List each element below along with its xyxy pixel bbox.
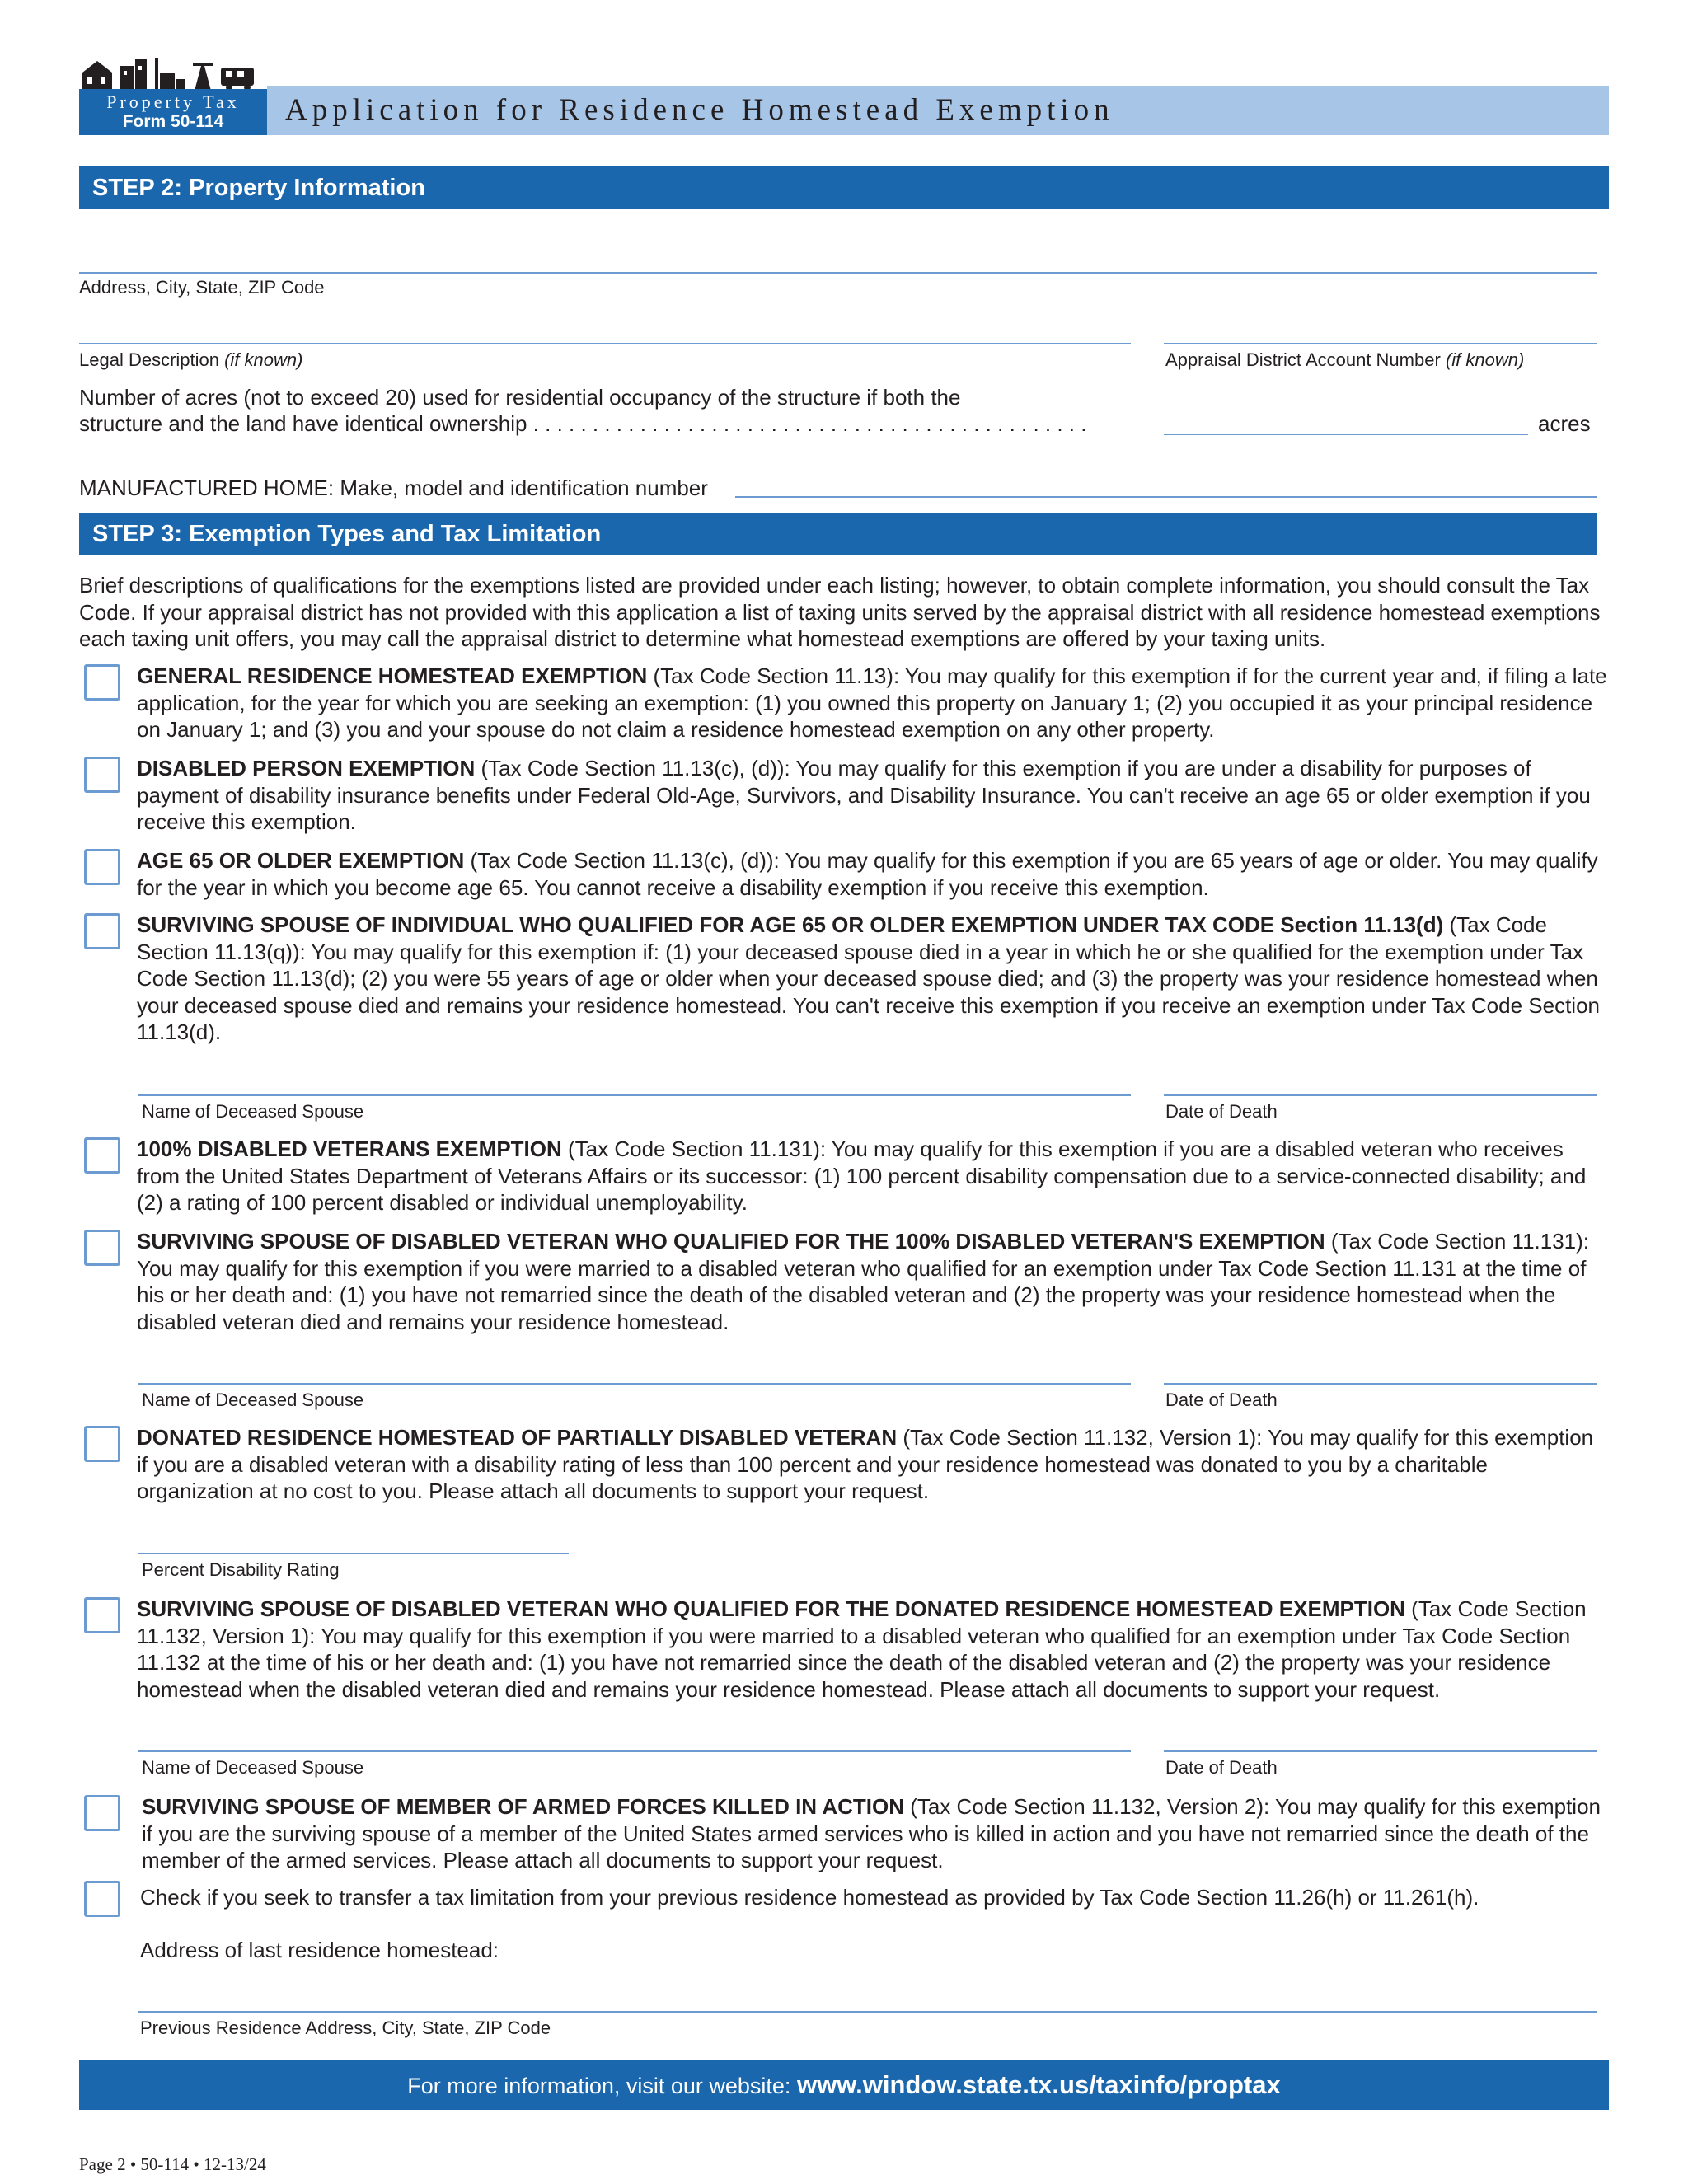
date-of-death-field-3[interactable]	[1164, 1750, 1597, 1752]
surviving-spouse-donated-checkbox[interactable]	[84, 1597, 120, 1633]
footer-info-text: For more information, visit our website:	[407, 2074, 797, 2098]
acres-unit: acres	[1538, 411, 1591, 436]
address-label: Address, City, State, ZIP Code	[79, 277, 325, 298]
acres-field[interactable]	[1164, 434, 1528, 435]
footer-website-link[interactable]: www.window.state.tx.us/taxinfo/proptax	[796, 2070, 1281, 2099]
transfer-limitation-text: Check if you seek to transfer a tax limitation from your previous residence homestead as provided by Tax Code Section 11.26(h) or 11.261(h).	[140, 1885, 1479, 1910]
age-65-item: AGE 65 OR OLDER EXEMPTION (Tax Code Section 11.13(c), (d)): You may qualify for this exemption if you are 65 years of age or older. You may qualify for the year in which you become age 65. You cannot receive a disability exemption if you receive this exemption.	[137, 848, 1598, 900]
date-of-death-field-2[interactable]	[1164, 1383, 1597, 1385]
last-address-label: Address of last residence homestead:	[140, 1938, 499, 1962]
surviving-spouse-65-item: SURVIVING SPOUSE OF INDIVIDUAL WHO QUALIFIED FOR AGE 65 OR OLDER EXEMPTION UNDER TAX CODE Section 11.13(d) (Tax Code Section 11.13(q)): You may qualify for this exemption if: (1) your deceased spouse died in a year in which he or she qualified for the exemption under Tax Code Section 11.13(d); (2) you were 55 years of age or older when your deceased spouse died; and (3) the property was your residence homestead when your deceased spouse died and remains your residence homestead. You can't receive this exemption if you receive an exemption under Tax Code Section 11.13(d).	[137, 912, 1601, 1044]
address-field[interactable]	[79, 272, 1597, 274]
step2-heading: STEP 2: Property Information	[79, 166, 1609, 209]
acres-label-line1: Number of acres (not to exceed 20) used for residential occupancy of the structure if both the	[79, 385, 961, 410]
date-of-death-label-1: Date of Death	[1165, 1101, 1278, 1122]
surviving-spouse-donated-item: SURVIVING SPOUSE OF DISABLED VETERAN WHO QUALIFIED FOR THE DONATED RESIDENCE HOMESTEAD EXEMPTION (Tax Code Section 11.132, Version 1): You may qualify for this exemption if you were married to a disabled veteran who qualified for an exemption under Tax Code Section 11.132 at the time of his or her death and: (1) you have not remarried since the death of the disabled veteran and (2) the property was your residence homestead when the disabled veteran died and remains your residence homestead. Please attach all documents to support your request.	[137, 1596, 1587, 1702]
step3-heading: STEP 3: Exemption Types and Tax Limitation	[79, 513, 1597, 555]
logo-form-number: Form 50-114	[122, 112, 224, 131]
account-number-field[interactable]	[1164, 343, 1597, 344]
legal-description-label: Legal Description (if known)	[79, 349, 303, 370]
date-of-death-label-2: Date of Death	[1165, 1390, 1278, 1410]
date-of-death-label-3: Date of Death	[1165, 1757, 1278, 1778]
footer-info-bar	[79, 2060, 1609, 2110]
form-title: Application for Residence Homestead Exemption	[285, 93, 1114, 127]
account-number-label: Appraisal District Account Number (if known)	[1165, 349, 1525, 370]
logo-line1: Property Tax	[106, 91, 240, 112]
deceased-spouse-name-field-1[interactable]	[138, 1094, 1131, 1096]
manufactured-home-field[interactable]	[735, 496, 1597, 498]
acres-label-line2: structure and the land have identical ownership . . . . . . . . . . . . . . . . . . . . . . . . . . . . . . . . . . . . . . . . . . . . . . .	[79, 411, 1087, 436]
transfer-limitation-checkbox[interactable]	[84, 1881, 120, 1917]
percent-disability-label: Percent Disability Rating	[142, 1559, 340, 1580]
deceased-spouse-label-2: Name of Deceased Spouse	[142, 1390, 364, 1410]
percent-disability-field[interactable]	[138, 1553, 569, 1554]
previous-address-field[interactable]	[138, 2011, 1597, 2013]
general-homestead-checkbox[interactable]	[84, 664, 120, 701]
deceased-spouse-label-1: Name of Deceased Spouse	[142, 1101, 364, 1122]
surviving-spouse-veteran-item: SURVIVING SPOUSE OF DISABLED VETERAN WHO QUALIFIED FOR THE 100% DISABLED VETERAN'S EXEMPTION (Tax Code Section 11.131): You may qualify for this exemption if you were married to a disabled veteran who qualified for an exemption under Tax Code Section 11.131 at the time of his or her death and: (1) you have not remarried since the death of the disabled veteran and (2) the property was your residence homestead when the disabled veteran died and remains your residence homestead.	[137, 1229, 1590, 1334]
disabled-person-checkbox[interactable]	[84, 757, 120, 793]
manufactured-home-label: MANUFACTURED HOME: Make, model and identification number	[79, 476, 708, 500]
form-logo	[79, 89, 267, 135]
disabled-veterans-item: 100% DISABLED VETERANS EXEMPTION (Tax Code Section 11.131): You may qualify for this exemption if you are a disabled veteran who receives from the United States Department of Veterans Affairs or its successor: (1) 100 percent disability compensation due to a service-connected disability; and (2) a rating of 100 percent disabled or individual unemployability.	[137, 1137, 1587, 1215]
logo-buildings-icon	[81, 54, 267, 91]
legal-description-field[interactable]	[79, 343, 1131, 344]
age-65-checkbox[interactable]	[84, 849, 120, 885]
surviving-spouse-65-checkbox[interactable]	[84, 913, 120, 949]
date-of-death-field-1[interactable]	[1164, 1094, 1597, 1096]
disabled-veterans-checkbox[interactable]	[84, 1137, 120, 1174]
armed-forces-checkbox[interactable]	[84, 1795, 120, 1831]
surviving-spouse-veteran-checkbox[interactable]	[84, 1230, 120, 1266]
donated-homestead-checkbox[interactable]	[84, 1426, 120, 1462]
donated-homestead-item: DONATED RESIDENCE HOMESTEAD OF PARTIALLY DISABLED VETERAN (Tax Code Section 11.132, Version 1): You may qualify for this exemption if you are a disabled veteran with a disability rating of less than 100 percent and your residence homestead was donated to you by a charitable organization at no cost to you. Please attach all documents to support your request.	[137, 1425, 1594, 1503]
deceased-spouse-label-3: Name of Deceased Spouse	[142, 1757, 364, 1778]
deceased-spouse-name-field-3[interactable]	[138, 1750, 1131, 1752]
step3-intro: Brief descriptions of qualifications for the exemptions listed are provided under each listing; however, to obtain complete information, you should consult the Tax Code. If your appraisal district has not provided with this application a list of taxing units served by the appraisal district with all residence homestead exemptions each taxing unit offers, you may call the appraisal district to determine what homestead exemptions are offered by your taxing units.	[79, 573, 1601, 651]
deceased-spouse-name-field-2[interactable]	[138, 1383, 1131, 1385]
disabled-person-item: DISABLED PERSON EXEMPTION (Tax Code Section 11.13(c), (d)): You may qualify for this exemption if you are under a disability for purposes of payment of disability insurance benefits under Federal Old-Age, Survivors, and Disability Insurance. You can't receive an age 65 or older exemption if you receive this exemption.	[137, 756, 1591, 834]
page-number: Page 2 • 50-114 • 12-13/24	[79, 2154, 266, 2174]
general-homestead-item: GENERAL RESIDENCE HOMESTEAD EXEMPTION (Tax Code Section 11.13): You may qualify for this exemption if for the current year and, if filing a late application, for the year for which you are seeking an exemption: (1) you owned this property on January 1; (2) you occupied it as your principal residence on January 1; and (3) you and your spouse do not claim a residence homestead exemption on any other property.	[137, 663, 1607, 742]
previous-address-label: Previous Residence Address, City, State, ZIP Code	[140, 2018, 551, 2038]
armed-forces-item: SURVIVING SPOUSE OF MEMBER OF ARMED FORCES KILLED IN ACTION (Tax Code Section 11.132, Version 2): You may qualify for this exemption if you are the surviving spouse of a member of the United States armed services who is killed in action and you have not remarried since the death of the member of the armed services. Please attach all documents to support your request.	[142, 1794, 1601, 1872]
